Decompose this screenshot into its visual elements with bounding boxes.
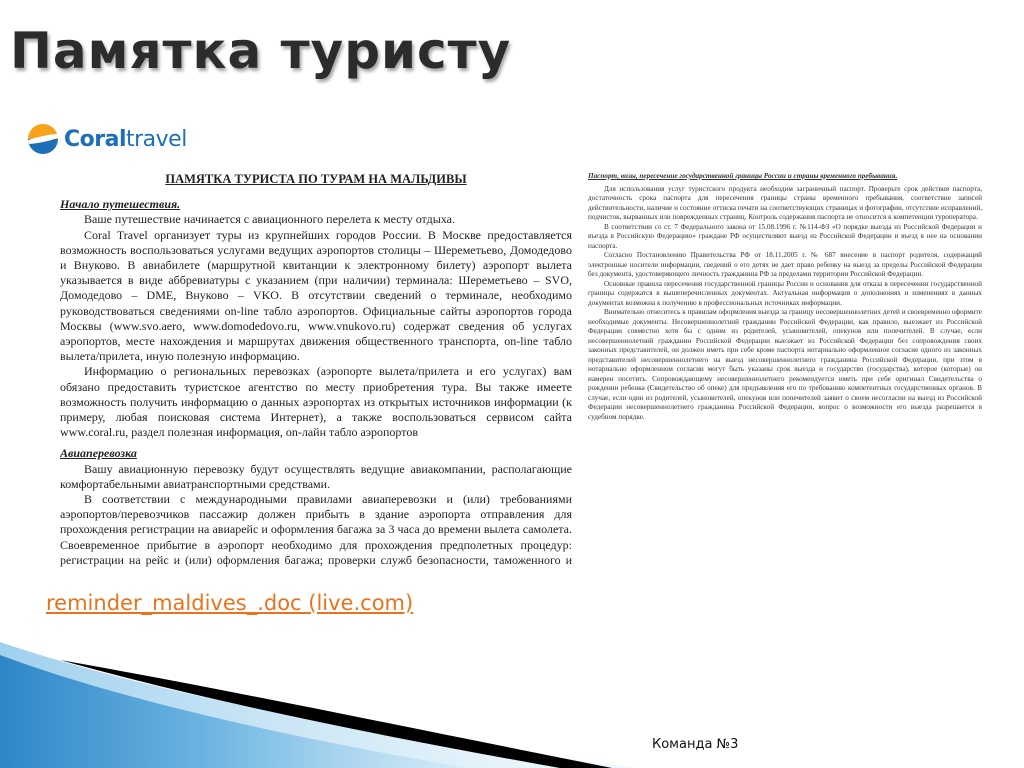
slide-title: Памятка туристу	[10, 22, 512, 80]
section-title-flight: Авиаперевозка	[60, 446, 137, 461]
footer-team-label: Команда №3	[652, 737, 739, 752]
document-paragraph: Ваше путешествие начинается с авиационного перелета к месту отдыха.	[84, 212, 455, 227]
document-paragraph: В соответствии с международными правилами авиаперевозки и (или) требованиями аэропортов/перевозчиков пассажир должен прибыть в здание аэропорта отправления для прохождения регистрации на авиарейс и оформления багажа за 3 часа до времени вылета самолета. Своевременное прибытие в аэропорт необходимо для прохождения предполетных процедур: регистрации на рейс и (или) оформления багажа; проверки служб безопасности, таможенного и	[60, 492, 572, 567]
section-title-start: Начало путешествия.	[60, 197, 181, 212]
document-paragraph: Согласно Постановлению Правительства РФ от 18.11.2005 г. № 687 внесение в паспорт родителя, содержащий электронные носители информации, сведений о его детях не дает право ребенку на выезд за пределы Российской Федерации без документа, удостоверяющего личность гражданина РФ за пределами территории Российской Федерации.	[588, 251, 982, 278]
document-paragraph: Основные правила пересечения государственной границы России и основания для отказа в пересечении государственной границы содержатся в вышеперечисленных документах. Актуальная информация о дополнениях и изменениях в данных документах возможна к получению в профессиональных источниках информации.	[588, 279, 982, 307]
document-paragraph: Coral Travel организует туры из крупнейших городов России. В Москве предоставляется возможность воспользоваться услугами ведущих аэропортов столицы – Шереметьево, Домодедово и Внуково. В авиабилете (маршрутной квитанции к электронному билету) аэропорт вылета указывается в виде аббревиатуры с указанием (при наличии) терминала: Шереметьево – SVO, Домодедово – DME, Внуково – VKO. В отсутствии сведений о терминале, необходимо руководствоваться сведениями on-line табло аэропортов. Официальные сайты аэропортов города Москвы (www.svo.aero, www.domodedovo.ru, www.vnukovo.ru) содержат сведения об услугах аэропортов, месте нахождения и маршрутах движения общественного транспорта, on-line табло вылета/прилета, иную полезную информацию.	[60, 227, 572, 364]
document-paragraph: Внимательно отнеситесь к правилам оформления выезда за границу несовершеннолетних детей и своевременно оформите необходимые документы. Несовершеннолетний гражданин Российской Федерации, как правило, выезжает из Российской Федерации совместно хотя бы с одним из родителей, усыновителей, опекунов или попечителей. В случае, если несовершеннолетний гражданин Российской Федерации выезжает из Российской Федерации без сопровождения своих законных представителей, он должен иметь при себе кроме паспорта нотариально оформленное согласие одного из законных представителей несовершеннолетнего на выезд несовершеннолетнего гражданина Российской Федерации, при этом в нотариально оформленном согласии могут быть указаны срок выезда и государство (государства), которое (которые) он намерен посетить. Сопровождающему несовершеннолетнего рекомендуется иметь при себе оригинал Свидетельства о рождении ребенка (Свидетельство об опеке) для предъявления его по требованию компетентных государственных органов. В случае, если один из родителей, усыновителей, опекунов или попечителей заявит о своем несогласии на выезд из Российской Федерации несовершеннолетнего гражданина Российской Федерации, вопрос о возможности его выезда разрешается в судебном порядке.	[588, 308, 982, 421]
document-link[interactable]: reminder_maldives_.doc (live.com)	[46, 591, 414, 615]
document-paragraph: В соответствии со ст. 7 Федерального закона от 15.08.1996 г. №114-ФЗ «О порядке выезда из Российской Федерации и въезда в Российскую Федерацию» граждане РФ осуществляют выезд из Российской Федерации и въезд в нее на основании паспорта.	[588, 222, 982, 250]
logo-word-coral: Coral	[64, 126, 126, 152]
section-title-passport: Паспорт, визы, пересечение государственной границы России и страны временного пребывания.	[588, 172, 898, 180]
logo-word-travel: travel	[126, 126, 187, 152]
document-heading: ПАМЯТКА ТУРИСТА ПО ТУРАМ НА МАЛЬДИВЫ	[165, 172, 467, 186]
document-paragraph: Для использования услуг туристского продукта необходим заграничный паспорт. Проверьте срок действия паспорта, достаточность срока паспорта для пересечения границы страны временного пребывания, соответствие записей действительности, наличие и состояние оттиска печати на соответствующих страницах и фотографии, отсутствие исправлений, подчисток, вырванных или поврежденных страниц. Контроль содержания паспорта не относится к компетенции туроператора.	[588, 184, 982, 221]
document-paragraph: Вашу авиационную перевозку будут осуществлять ведущие авиакомпании, располагающие комфортабельными авиатранспортными средствами.	[60, 461, 572, 491]
document-paragraph: Информацию о региональных перевозках (аэропорте вылета/прилета и его услугах) вам обязано предоставить туристское агентство по месту приобретения тура. Вы также имеете возможность получить информацию о данных аэропортах из открытых источников информации (к примеру, любая поисковая система Интернет), а также воспользоваться сервисом сайта www.coral.ru, раздел полезная информация, on-лайн табло аэропортов	[60, 364, 572, 440]
